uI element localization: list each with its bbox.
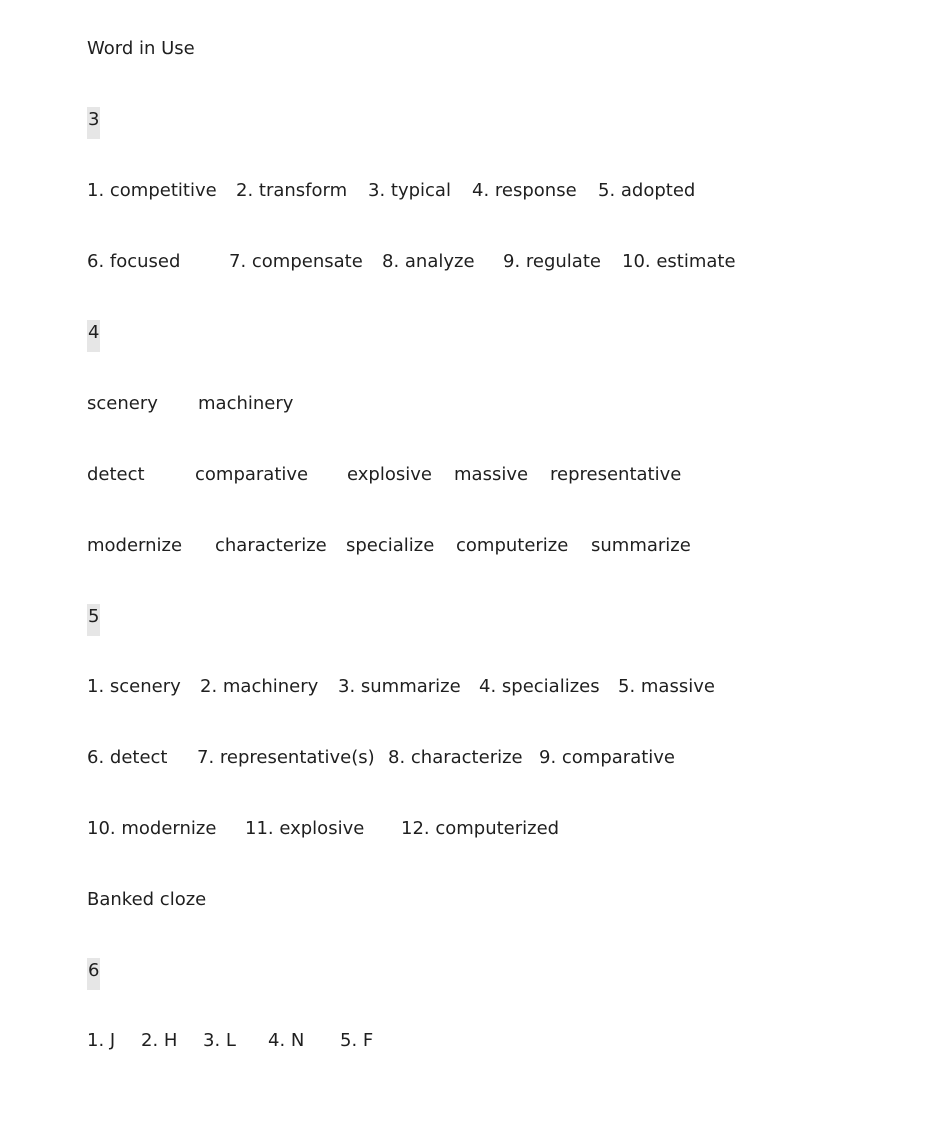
answer-item: 3. summarize [338,676,461,697]
word-item: machinery [198,393,294,414]
exercise-number-badge: 3 [87,107,100,139]
answer-item: 2. H [141,1030,178,1051]
exercise-5-row-2 [87,745,887,771]
section-title: Word in Use [87,38,195,59]
word-item: massive [454,464,529,485]
word-item: specialize [346,535,435,556]
word-item: summarize [591,535,691,556]
exercise-4-row-1 [87,391,887,417]
answer-item: 4. specializes [479,676,600,697]
answer-item: 12. computerized [401,818,560,839]
answer-item: 3. L [203,1030,236,1051]
answer-item: 9. comparative [539,747,676,768]
answer-item: 10. estimate [622,251,736,272]
exercise-number-4 [87,320,100,346]
word-item: explosive [347,464,432,485]
exercise-4-row-3 [87,533,887,559]
answer-item: 5. F [340,1030,374,1051]
exercise-number-badge: 6 [87,958,100,990]
word-item: computerize [456,535,569,556]
word-item: scenery [87,393,158,414]
answer-item: 4. response [472,180,577,201]
exercise-number-5 [87,604,100,630]
answer-item: 9. regulate [503,251,601,272]
section-title: Banked cloze [87,889,207,910]
word-item: detect [87,464,145,485]
exercise-5-row-1 [87,674,887,700]
answer-item: 3. typical [368,180,451,201]
exercise-6-row-1 [87,1028,887,1054]
answer-item: 2. machinery [200,676,319,697]
answer-item: 1. competitive [87,180,217,201]
answer-item: 1. J [87,1030,116,1051]
answer-item: 11. explosive [245,818,365,839]
answer-item: 4. N [268,1030,305,1051]
section-heading-word-in-use [87,36,195,62]
answer-item: 6. focused [87,251,181,272]
section-heading-banked-cloze [87,887,206,913]
exercise-number-badge: 5 [87,604,100,636]
exercise-5-row-3 [87,816,887,842]
word-item: modernize [87,535,183,556]
answer-item: 8. characterize [388,747,523,768]
answer-item: 5. adopted [598,180,696,201]
word-item: comparative [195,464,309,485]
answer-item: 7. compensate [229,251,363,272]
exercise-4-row-2 [87,462,887,488]
answer-item: 6. detect [87,747,168,768]
answer-item: 1. scenery [87,676,181,697]
answer-item: 5. massive [618,676,715,697]
answer-item: 7. representative(s) [197,747,375,768]
word-item: representative [550,464,682,485]
exercise-number-3 [87,107,100,133]
exercise-3-row-2 [87,249,887,275]
answer-item: 8. analyze [382,251,475,272]
exercise-number-6 [87,958,100,984]
word-item: characterize [215,535,327,556]
exercise-number-badge: 4 [87,320,100,352]
answer-item: 10. modernize [87,818,217,839]
exercise-3-row-1 [87,178,887,204]
answer-item: 2. transform [236,180,348,201]
